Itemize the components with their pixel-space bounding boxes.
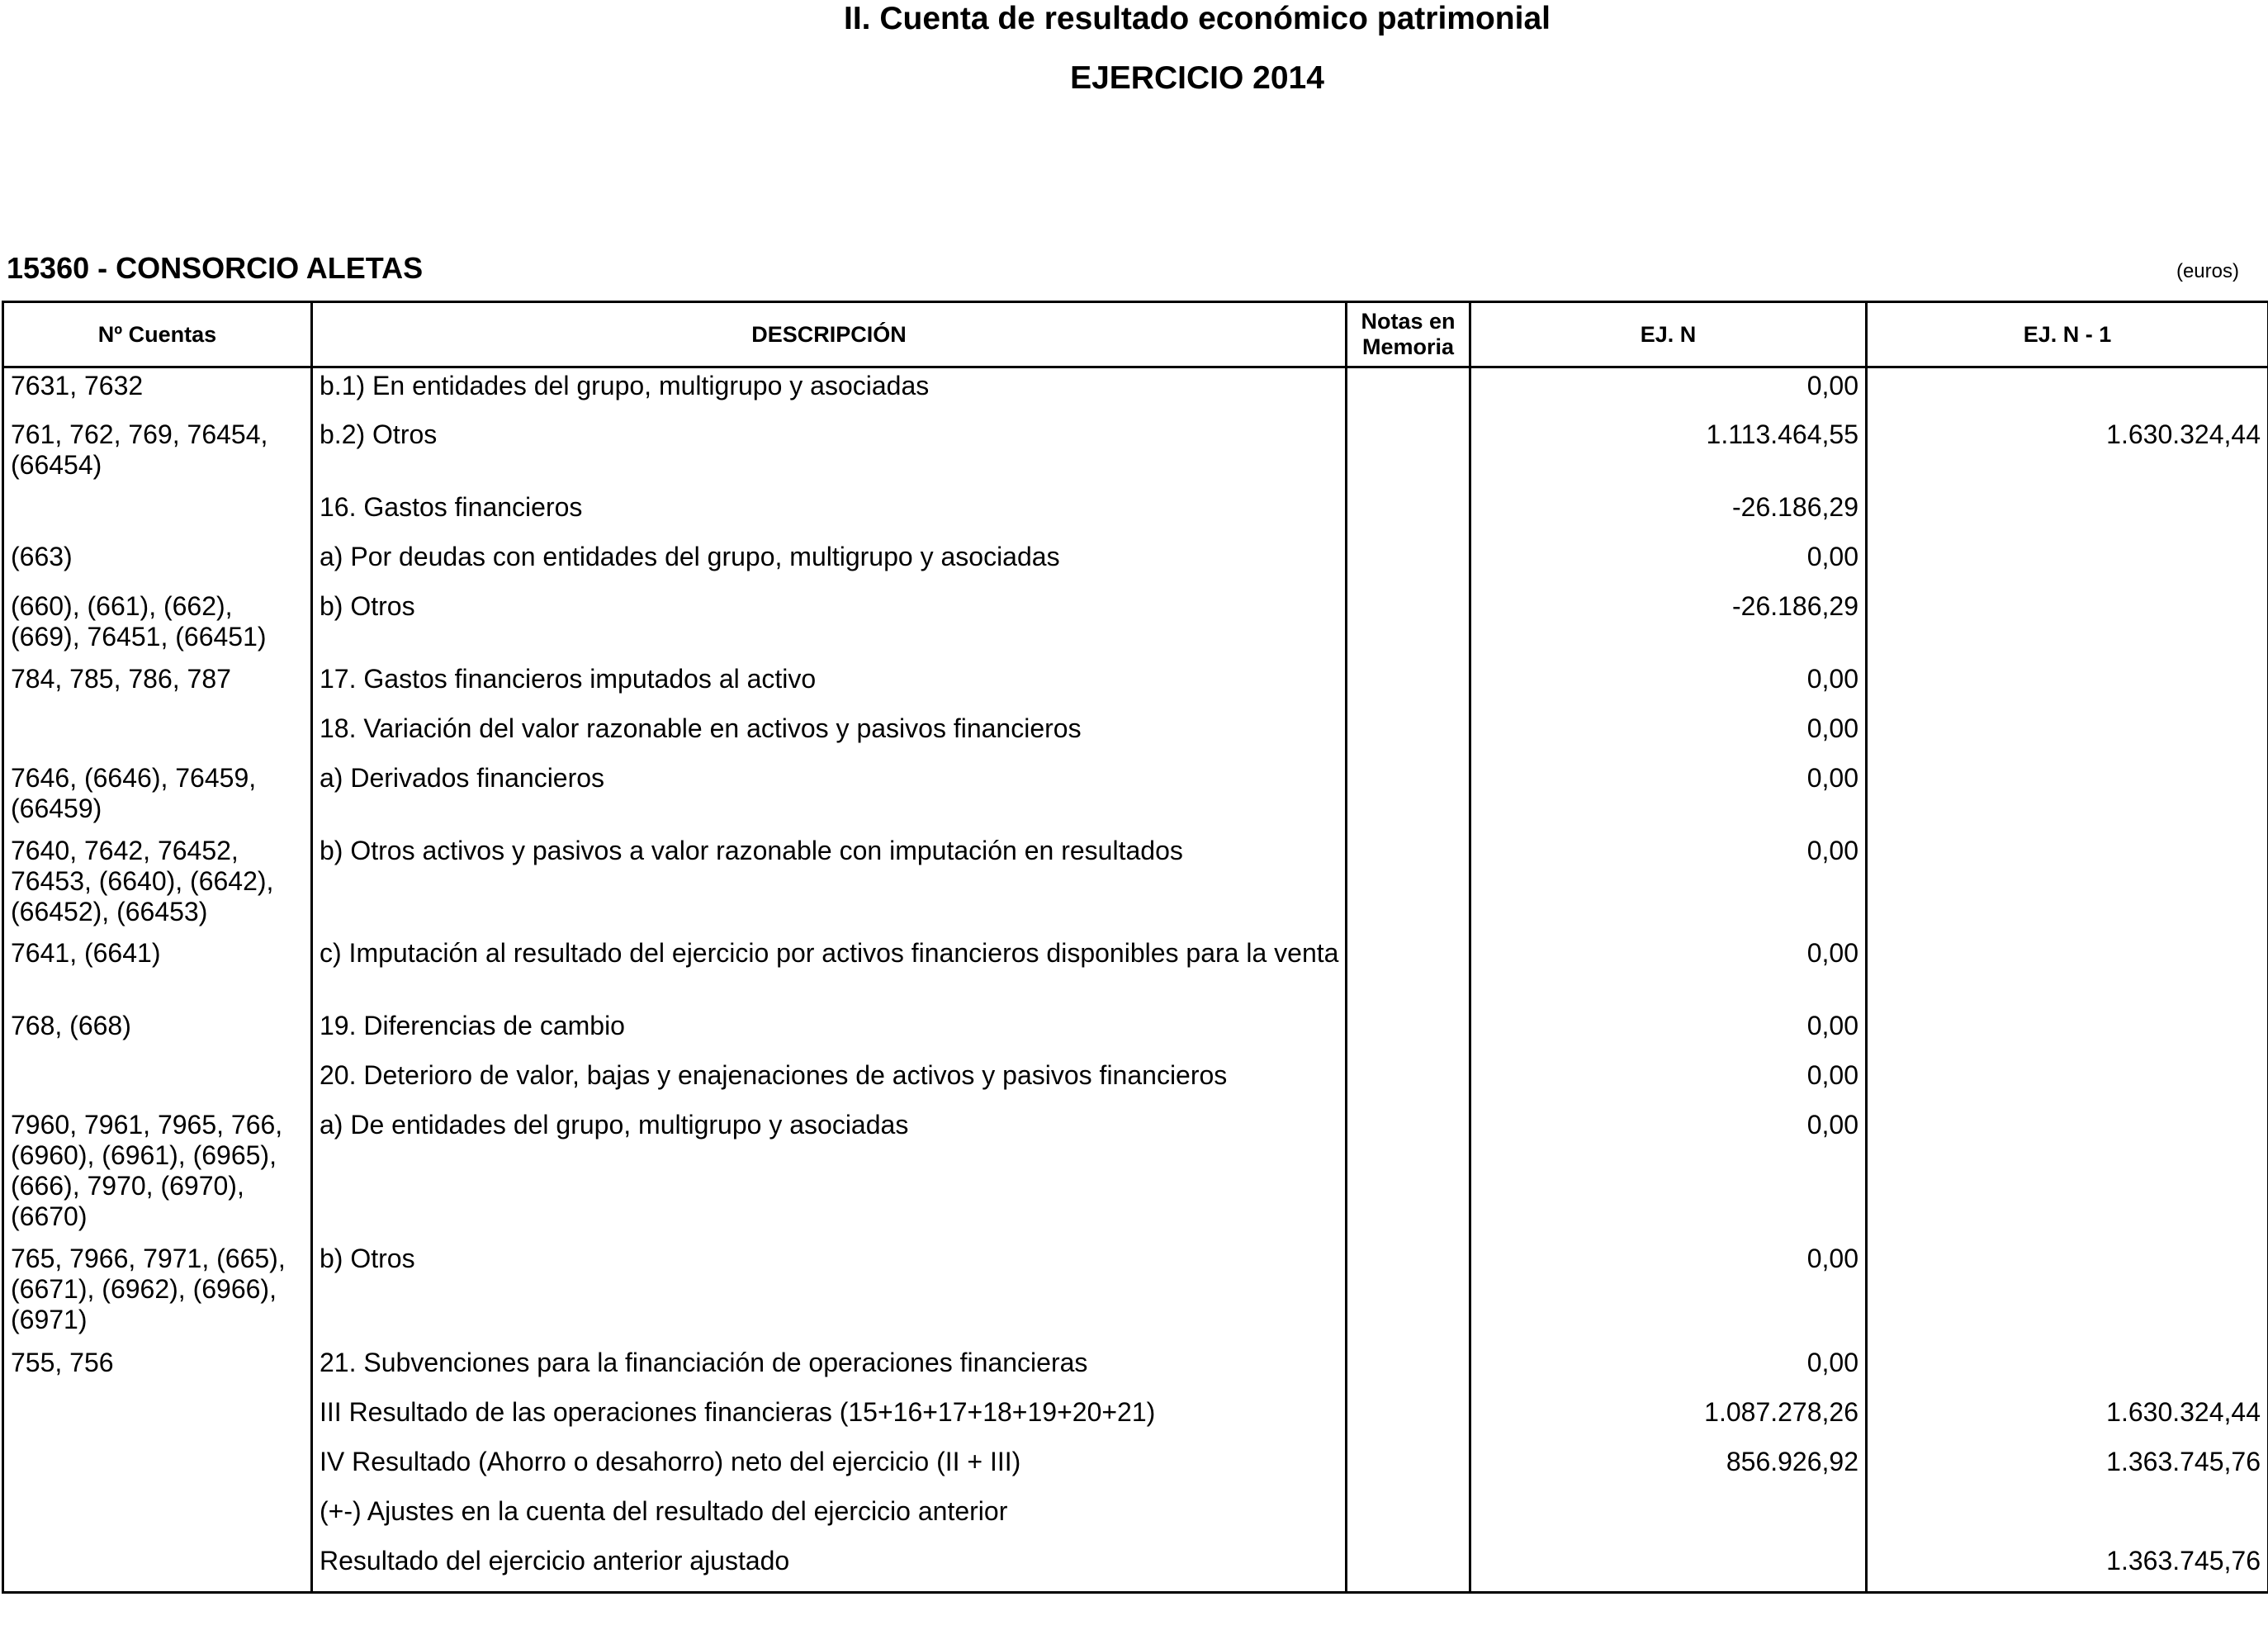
cell-descripcion: b) Otros activos y pasivos a valor razonable con imputación en resultados xyxy=(312,833,1347,936)
cell-cuentas: (663) xyxy=(3,539,312,589)
cell-cuentas: (660), (661), (662), (669), 76451, (66451) xyxy=(3,589,312,661)
cell-ej-n: 0,00 xyxy=(1470,936,1867,1008)
table-row xyxy=(3,1395,2268,1444)
cell-notas xyxy=(1347,1345,1470,1395)
cell-ej-n xyxy=(1470,1494,1867,1543)
cell-notas xyxy=(1347,936,1470,1008)
table-row xyxy=(3,1543,2268,1593)
cell-ej-n-1 xyxy=(1867,367,2268,417)
cell-cuentas: 7646, (6646), 76459, (66459) xyxy=(3,761,312,833)
table-row xyxy=(3,1008,2268,1058)
results-table xyxy=(2,301,2268,1594)
cell-cuentas: 768, (668) xyxy=(3,1008,312,1058)
table-row xyxy=(3,1241,2268,1345)
table-row xyxy=(3,367,2268,417)
cell-ej-n-1 xyxy=(1867,589,2268,661)
cell-cuentas: 765, 7966, 7971, (665), (6671), (6962), (6966), (6971) xyxy=(3,1241,312,1345)
cell-cuentas: 784, 785, 786, 787 xyxy=(3,661,312,711)
column-header-cuentas: Nº Cuentas xyxy=(3,302,312,367)
cell-ej-n-1 xyxy=(1867,539,2268,589)
table-row xyxy=(3,1345,2268,1395)
cell-descripcion: a) Por deudas con entidades del grupo, multigrupo y asociadas xyxy=(312,539,1347,589)
cell-notas xyxy=(1347,1058,1470,1107)
table-row xyxy=(3,1058,2268,1107)
page-title: II. Cuenta de resultado económico patrimonial xyxy=(844,1,1551,36)
cell-ej-n-1: 1.630.324,44 xyxy=(1867,1395,2268,1444)
cell-descripcion: a) De entidades del grupo, multigrupo y asociadas xyxy=(312,1107,1347,1241)
cell-ej-n: 0,00 xyxy=(1470,539,1867,589)
cell-cuentas xyxy=(3,490,312,539)
column-header-ej-n: EJ. N xyxy=(1470,302,1867,367)
cell-descripcion: 18. Variación del valor razonable en activos y pasivos financieros xyxy=(312,711,1347,761)
cell-ej-n: 1.113.464,55 xyxy=(1470,417,1867,490)
cell-cuentas xyxy=(3,1494,312,1543)
table-row xyxy=(3,589,2268,661)
cell-notas xyxy=(1347,1444,1470,1494)
cell-descripcion: III Resultado de las operaciones financieras (15+16+17+18+19+20+21) xyxy=(312,1395,1347,1444)
table-header-row xyxy=(3,302,2268,367)
page-subtitle: EJERCICIO 2014 xyxy=(1070,60,1324,96)
cell-notas xyxy=(1347,1241,1470,1345)
cell-notas xyxy=(1347,1395,1470,1444)
cell-ej-n: 0,00 xyxy=(1470,1058,1867,1107)
cell-cuentas xyxy=(3,1395,312,1444)
cell-cuentas xyxy=(3,1058,312,1107)
cell-ej-n xyxy=(1470,1543,1867,1593)
cell-ej-n: -26.186,29 xyxy=(1470,490,1867,539)
cell-descripcion: 16. Gastos financieros xyxy=(312,490,1347,539)
cell-notas xyxy=(1347,833,1470,936)
cell-ej-n-1 xyxy=(1867,1345,2268,1395)
cell-ej-n: 0,00 xyxy=(1470,661,1867,711)
cell-ej-n: 0,00 xyxy=(1470,1008,1867,1058)
cell-notas xyxy=(1347,490,1470,539)
cell-notas xyxy=(1347,1494,1470,1543)
cell-descripcion: b) Otros xyxy=(312,1241,1347,1345)
cell-ej-n: 1.087.278,26 xyxy=(1470,1395,1867,1444)
table-row xyxy=(3,1444,2268,1494)
table-row xyxy=(3,539,2268,589)
cell-descripcion: 21. Subvenciones para la financiación de operaciones financieras xyxy=(312,1345,1347,1395)
table-row xyxy=(3,833,2268,936)
table-row xyxy=(3,490,2268,539)
cell-ej-n-1 xyxy=(1867,936,2268,1008)
table-row xyxy=(3,661,2268,711)
cell-cuentas: 7641, (6641) xyxy=(3,936,312,1008)
cell-ej-n-1 xyxy=(1867,711,2268,761)
cell-cuentas: 761, 762, 769, 76454, (66454) xyxy=(3,417,312,490)
cell-ej-n: 0,00 xyxy=(1470,1345,1867,1395)
cell-notas xyxy=(1347,539,1470,589)
cell-descripcion: Resultado del ejercicio anterior ajustado xyxy=(312,1543,1347,1593)
cell-ej-n-1 xyxy=(1867,761,2268,833)
cell-ej-n-1 xyxy=(1867,661,2268,711)
cell-descripcion: b.2) Otros xyxy=(312,417,1347,490)
cell-ej-n-1 xyxy=(1867,1494,2268,1543)
cell-descripcion: a) Derivados financieros xyxy=(312,761,1347,833)
table-row xyxy=(3,711,2268,761)
cell-descripcion: b) Otros xyxy=(312,589,1347,661)
cell-descripcion: b.1) En entidades del grupo, multigrupo y asociadas xyxy=(312,367,1347,417)
cell-ej-n: -26.186,29 xyxy=(1470,589,1867,661)
cell-notas xyxy=(1347,1008,1470,1058)
entity-name: 15360 - CONSORCIO ALETAS xyxy=(7,251,424,285)
cell-descripcion: 17. Gastos financieros imputados al activo xyxy=(312,661,1347,711)
cell-ej-n: 0,00 xyxy=(1470,1241,1867,1345)
cell-descripcion: (+-) Ajustes en la cuenta del resultado del ejercicio anterior xyxy=(312,1494,1347,1543)
cell-notas xyxy=(1347,1543,1470,1593)
cell-cuentas xyxy=(3,1543,312,1593)
table-row xyxy=(3,1107,2268,1241)
cell-ej-n: 0,00 xyxy=(1470,1107,1867,1241)
cell-cuentas: 7640, 7642, 76452, 76453, (6640), (6642), (66452), (66453) xyxy=(3,833,312,936)
cell-descripcion: IV Resultado (Ahorro o desahorro) neto del ejercicio (II + III) xyxy=(312,1444,1347,1494)
cell-ej-n-1 xyxy=(1867,1241,2268,1345)
table-row xyxy=(3,1494,2268,1543)
cell-cuentas: 7631, 7632 xyxy=(3,367,312,417)
column-header-ej-n-1: EJ. N - 1 xyxy=(1867,302,2268,367)
cell-ej-n-1 xyxy=(1867,1008,2268,1058)
cell-ej-n-1 xyxy=(1867,1107,2268,1241)
cell-cuentas xyxy=(3,711,312,761)
column-header-notas: Notas en Memoria xyxy=(1347,302,1470,367)
cell-notas xyxy=(1347,589,1470,661)
cell-descripcion: 19. Diferencias de cambio xyxy=(312,1008,1347,1058)
cell-cuentas xyxy=(3,1444,312,1494)
cell-notas xyxy=(1347,761,1470,833)
cell-ej-n-1: 1.363.745,76 xyxy=(1867,1543,2268,1593)
cell-cuentas: 7960, 7961, 7965, 766, (6960), (6961), (6965), (666), 7970, (6970), (6670) xyxy=(3,1107,312,1241)
cell-ej-n: 0,00 xyxy=(1470,761,1867,833)
cell-ej-n-1 xyxy=(1867,490,2268,539)
cell-notas xyxy=(1347,367,1470,417)
cell-notas xyxy=(1347,1107,1470,1241)
table-row xyxy=(3,761,2268,833)
cell-ej-n: 0,00 xyxy=(1470,711,1867,761)
cell-ej-n: 0,00 xyxy=(1470,367,1867,417)
column-header-descripcion: DESCRIPCIÓN xyxy=(312,302,1347,367)
cell-notas xyxy=(1347,417,1470,490)
cell-ej-n-1: 1.630.324,44 xyxy=(1867,417,2268,490)
cell-ej-n-1: 1.363.745,76 xyxy=(1867,1444,2268,1494)
cell-cuentas: 755, 756 xyxy=(3,1345,312,1395)
cell-notas xyxy=(1347,661,1470,711)
table-row xyxy=(3,936,2268,1008)
cell-ej-n: 856.926,92 xyxy=(1470,1444,1867,1494)
cell-descripcion: c) Imputación al resultado del ejercicio por activos financieros disponibles para la venta xyxy=(312,936,1347,1008)
cell-ej-n-1 xyxy=(1867,833,2268,936)
cell-ej-n-1 xyxy=(1867,1058,2268,1107)
cell-notas xyxy=(1347,711,1470,761)
table-row xyxy=(3,417,2268,490)
units-label: (euros) xyxy=(2176,260,2239,282)
cell-ej-n: 0,00 xyxy=(1470,833,1867,936)
cell-descripcion: 20. Deterioro de valor, bajas y enajenaciones de activos y pasivos financieros xyxy=(312,1058,1347,1107)
